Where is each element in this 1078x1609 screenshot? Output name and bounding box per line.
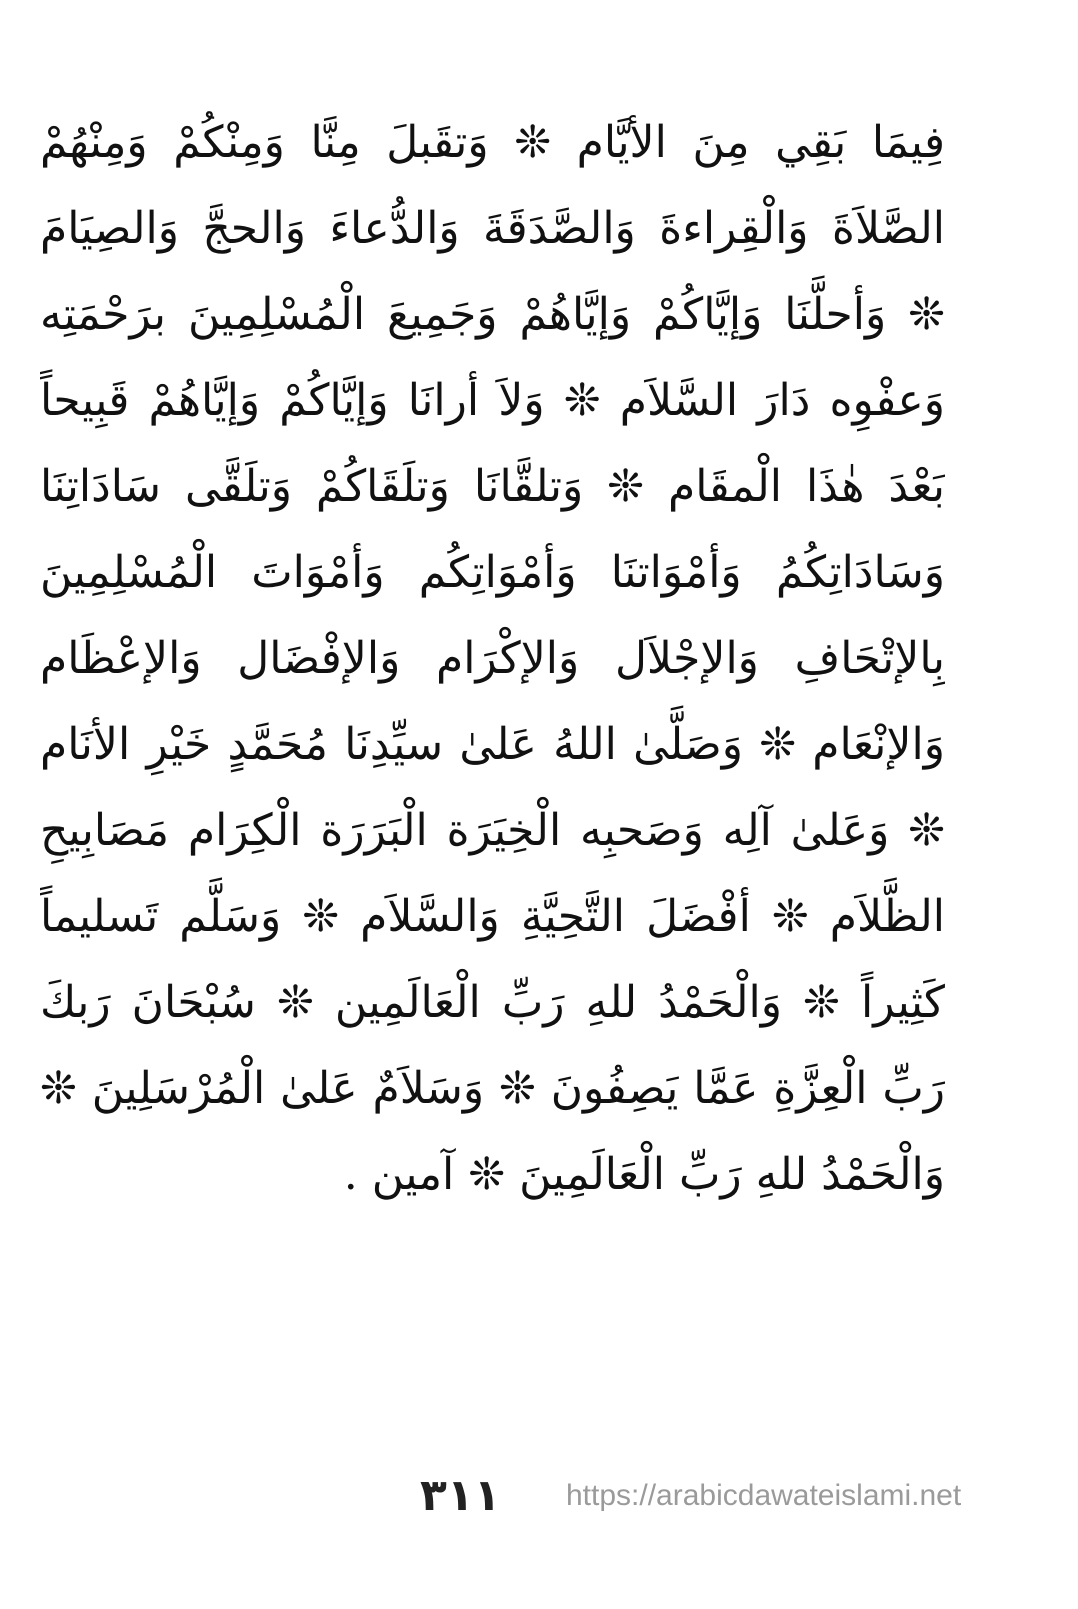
website-url[interactable]: https://arabicdawateislami.net [566, 1479, 962, 1512]
text-line: وَسَادَاتِكُمُ وَأمْوَاتنَا وَأمْوَاتِكُم وَأمْوَاتَ الْمُسْلِمِينَ [40, 547, 945, 598]
text-line: الظَّلاَم ❊ أفْضَلَ التَّحِيَّةِ وَالسَّلاَم ❊ وَسَلَّم تَسليماً [40, 891, 945, 942]
text-line: بَعْدَ هٰذَا الْمقَام ❊ وَتلقَّانَا وَتلَقَاكُمْ وَتلَقَّى سَادَاتِنَا [40, 461, 945, 512]
text-line: كَثِيراً ❊ وَالْحَمْدُ للهِ رَبِّ الْعَالَمِين ❊ سُبْحَانَ رَبكَ [40, 977, 945, 1028]
text-line: فِيمَا بَقِي مِنَ الأيَّام ❊ وَتقَبلَ مِنَّا وَمِنْكُمْ وَمِنْهُمْ [40, 117, 945, 168]
text-line: ❊ وَأحلَّنَا وَإيَّاكُمْ وَإيَّاهُمْ وَجَمِيعَ الْمُسْلِمِينَ برَحْمَتِه [40, 289, 945, 340]
text-line: وَالإنْعَام ❊ وَصَلَّىٰ اللهُ عَلىٰ سيِّدِنَا مُحَمَّدٍ خَيْرِ الأنَام [40, 719, 945, 770]
text-line: ❊ وَعَلىٰ آلِه وَصَحبِه الْخِيَرَة الْبَرَرَة الْكِرَام مَصَابِيحِ [40, 805, 945, 856]
page-number: ٣١١ [420, 1470, 501, 1521]
text-line: بِالإتْحَافِ وَالإجْلاَل وَالإكْرَام وَالإفْضَال وَالإعْظَام [40, 633, 945, 684]
text-line: رَبِّ الْعِزَّةِ عَمَّا يَصِفُونَ ❊ وَسَلاَمٌ عَلىٰ الْمُرْسَلِينَ ❊ [40, 1063, 945, 1114]
text-line: الصَّلاَةَ وَالْقِراءةَ وَالصَّدَقَةَ وَالدُّعاءَ وَالحجَّ وَالصِيَامَ [40, 203, 945, 254]
text-line: وَعفْوِه دَارَ السَّلاَم ❊ وَلاَ أرانَا وَإيَّاكُمْ وَإيَّاهُمْ قَبِيحاً [40, 375, 945, 426]
page-body [40, 100, 945, 1218]
text-line: وَالْحَمْدُ للهِ رَبِّ الْعَالَمِينَ ❊ آمين . [343, 1149, 945, 1200]
page-footer [0, 1466, 1078, 1526]
